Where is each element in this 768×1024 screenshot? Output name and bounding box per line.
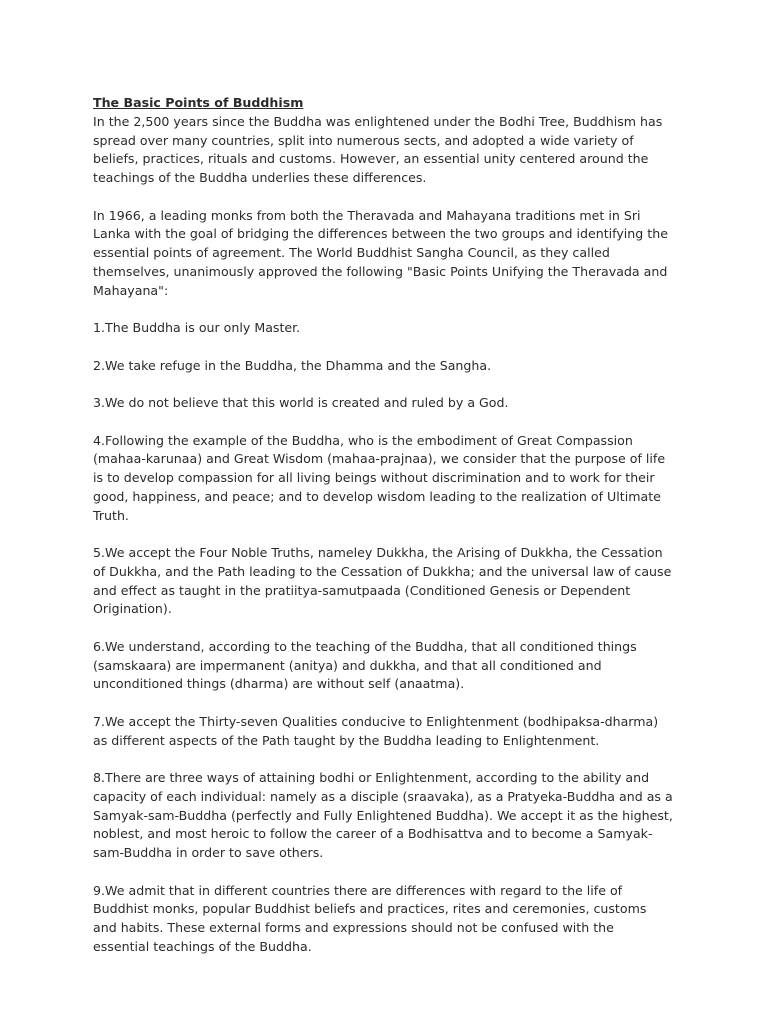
- context-paragraph: In 1966, a leading monks from both the Theravada and Mahayana traditions met in Sri Lanka with the goal of bridging the differences between the two groups and identifying the essential points of agreement. The World Buddhist Sangha Council, as they called themselves, unanimously approved the following "Basic Points Unifying the Theravada and Mahayana":: [93, 207, 668, 298]
- document-page: [93, 94, 673, 975]
- point-2: 2.We take refuge in the Buddha, the Dhamma and the Sangha.: [93, 357, 492, 373]
- point-6: 6.We understand, according to the teaching of the Buddha, that all conditioned things (samskaara) are impermanent (anitya) and dukkha, and that all conditioned and unconditioned things (dharma) are without self (anaatma).: [93, 638, 637, 692]
- point-8: 8.There are three ways of attaining bodhi or Enlightenment, according to the ability and capacity of each individual: namely as a disciple (sraavaka), as a Pratyeka-Buddha and as a Samyak-sam-Buddha (perfectly and Fully Enlightened Buddha). We accept it as the highest, noblest, and most heroic to follow the career of a Bodhisattva and to become a Samyak-sam-Buddha in order to save others.: [93, 770, 673, 860]
- point-9: 9.We admit that in different countries there are differences with regard to the life of Buddhist monks, popular Buddhist beliefs and practices, rites and ceremonies, customs and habits. These external forms and expressions should not be confused with the essential teachings of the Buddha.: [93, 882, 647, 954]
- intro-paragraph: In the 2,500 years since the Buddha was enlightened under the Bodhi Tree, Buddhism has spread over many countries, split into numerous sects, and adopted a wide variety of beliefs, practices, rituals and customs. However, an essential unity centered around the teachings of the Buddha underlies these differences.: [93, 113, 663, 185]
- document-title: The Basic Points of Buddhism: [93, 95, 304, 110]
- point-1: 1.The Buddha is our only Master.: [93, 320, 301, 335]
- point-5: 5.We accept the Four Noble Truths, nameley Dukkha, the Arising of Dukkha, the Cessation of Dukkha, and the Path leading to the Cessation of Dukkha; and the universal law of cause and effect as taught in the pratiitya-samutpaada (Conditioned Genesis or Dependent Origination).: [93, 545, 672, 617]
- point-7: 7.We accept the Thirty-seven Qualities conducive to Enlightenment (bodhipaksa-dharma) as different aspects of the Path taught by the Buddha leading to Enlightenment.: [93, 713, 659, 748]
- point-4: 4.Following the example of the Buddha, who is the embodiment of Great Compassion (mahaa-karunaa) and Great Wisdom (mahaa-prajnaa), we consider that the purpose of life is to develop compassion for all living beings without discrimination and to work for their good, happiness, and peace; and to develop wisdom leading to the realization of Ultimate Truth.: [93, 432, 666, 523]
- point-3: 3.We do not believe that this world is created and ruled by a God.: [93, 395, 509, 410]
